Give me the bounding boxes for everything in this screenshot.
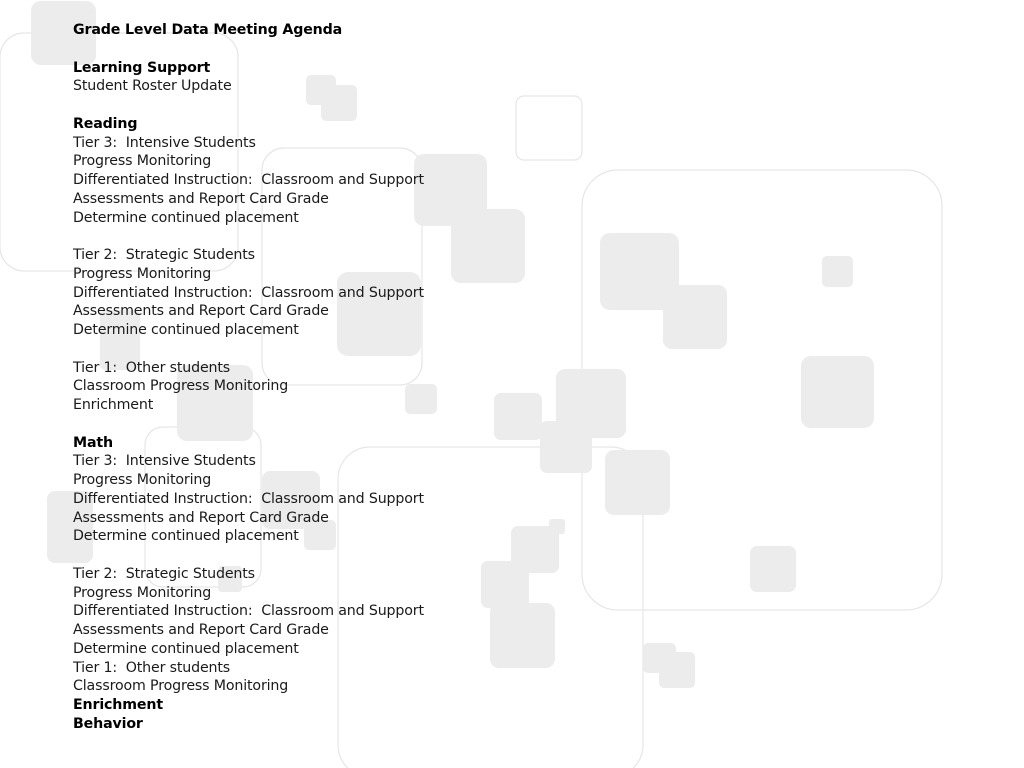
blank-line: [73, 40, 593, 59]
agenda-item: Determine continued placement: [73, 209, 299, 226]
agenda-item: Classroom Progress Monitoring: [73, 378, 289, 395]
agenda-item: Progress Monitoring: [73, 265, 212, 282]
blank-line: [73, 227, 593, 246]
agenda-item: Determine continued placement: [73, 640, 299, 657]
agenda-item: Differentiated Instruction: Classroom and Support: [73, 172, 424, 188]
agenda-item: Assessments and Report Card Grade: [73, 190, 329, 207]
agenda-item: Classroom Progress Monitoring: [73, 678, 289, 695]
agenda-item: Tier 2: Strategic Students: [73, 565, 255, 582]
agenda-item: Tier 3: Intensive Students: [73, 134, 256, 151]
agenda-item: Assessments and Report Card Grade: [73, 622, 329, 638]
section-heading: Enrichment: [73, 697, 163, 713]
blank-line: [73, 546, 593, 565]
blank-line: [73, 415, 593, 434]
section-heading: Reading: [73, 115, 138, 132]
section-heading: Learning Support: [73, 59, 211, 76]
section-heading: Grade Level Data Meeting Agenda: [73, 22, 343, 38]
agenda-item: Progress Monitoring: [73, 584, 212, 601]
agenda-item: Tier 1: Other students: [73, 659, 231, 676]
agenda-item: Student Roster Update: [73, 78, 232, 95]
agenda-content: [73, 21, 593, 734]
blank-line: [73, 96, 593, 115]
agenda-item: Tier 1: Other students: [73, 359, 231, 376]
agenda-item: Differentiated Instruction: Classroom and Support: [73, 490, 424, 507]
agenda-item: Differentiated Instruction: Classroom and Support: [73, 284, 424, 301]
agenda-item: Assessments and Report Card Grade: [73, 509, 329, 526]
agenda-item: Assessments and Report Card Grade: [73, 303, 329, 320]
section-heading: Behavior: [73, 715, 143, 732]
agenda-item: Enrichment: [73, 397, 154, 413]
agenda-item: Tier 2: Strategic Students: [73, 247, 255, 263]
agenda-item: Determine continued placement: [73, 322, 299, 338]
agenda-item: Progress Monitoring: [73, 472, 212, 488]
agenda-item: Tier 3: Intensive Students: [73, 453, 256, 470]
agenda-item: Progress Monitoring: [73, 153, 212, 170]
agenda-item: Determine continued placement: [73, 528, 299, 545]
blank-line: [73, 340, 593, 359]
section-heading: Math: [73, 434, 113, 451]
agenda-item: Differentiated Instruction: Classroom and Support: [73, 603, 424, 620]
